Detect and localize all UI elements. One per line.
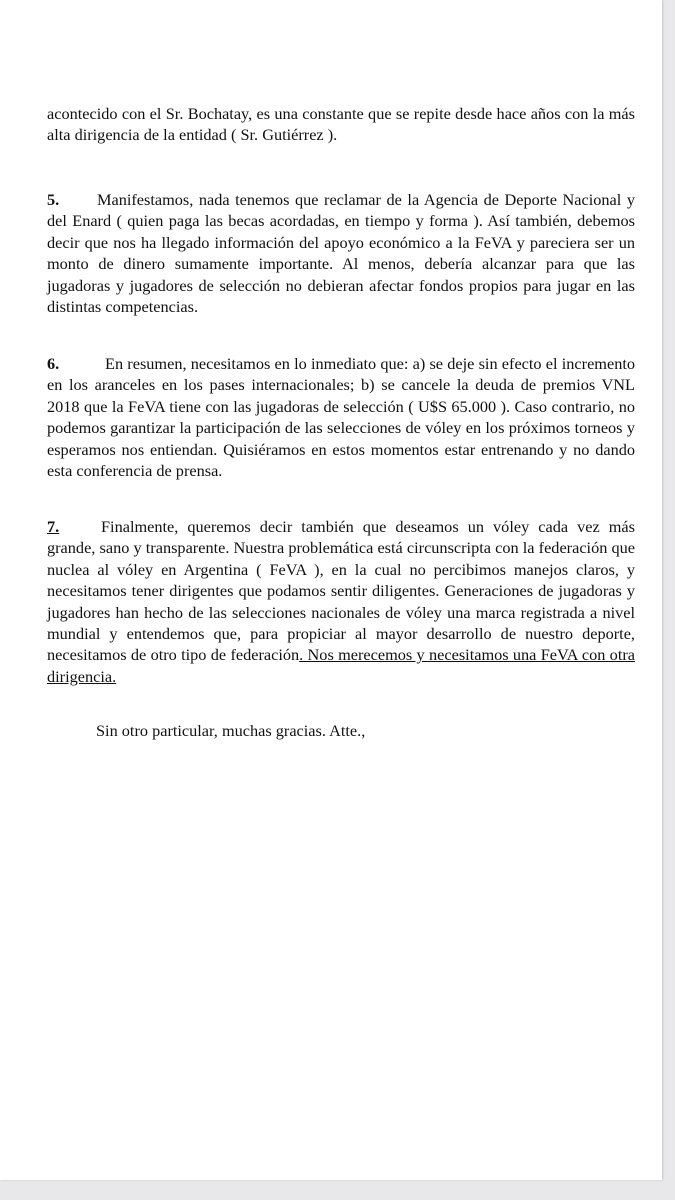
continuation-paragraph <box>47 103 635 146</box>
paragraph-text: Manifestamos, nada tenemos que reclamar de la Agencia de Deporte Nacional y del Enard ( quien paga las becas acordadas, en tiempo y forma ). Así también, debemos decir que nos ha llegado información del apoyo económico a la FeVA y pareciera ser un monto de dinero sumamente importante. Al menos, debería alcanzar para que las jugadoras y jugadores de selección no debieran afectar fondos propios para jugar en las distintas competencias. <box>47 190 635 317</box>
underlined-demand: . Nos merecemos y necesitamos una FeVA con otra dirigencia. <box>47 645 635 686</box>
paragraph-number: 7. <box>47 517 60 536</box>
paragraph-number: 6. <box>47 354 60 373</box>
paragraph-number: 5. <box>47 190 60 209</box>
paragraph-text: En resumen, necesitamos en lo inmediato que: a) se deje sin efecto el incremento en los aranceles en los pases internacionales; b) se cancele la deuda de premios VNL 2018 que la FeVA tiene con las jugadoras de selección ( U$S 65.000 ). Caso contrario, no podemos garantizar la participación de las selecciones de vóley en los próximos torneos y esperamos nos entiendan. Quisiéramos en estos momentos estar entrenando y no dando esta conferencia de prensa. <box>47 354 635 481</box>
closing-text: Sin otro particular, muchas gracias. Atte., <box>96 721 366 740</box>
continuation-text: acontecido con el Sr. Bochatay, es una constante que se repite desde hace años con la más alta dirigencia de la entidad ( Sr. Gutiérrez ). <box>47 104 635 145</box>
paragraph-6 <box>47 353 635 481</box>
closing-line <box>96 720 365 741</box>
paragraph-7 <box>47 516 635 687</box>
paragraph-5 <box>47 189 635 317</box>
paragraph-text: Finalmente, queremos decir también que deseamos un vóley cada vez más grande, sano y transparente. Nuestra problemática está circunscripta con la federación que nuclea al vóley en Argentina ( FeVA ), en la cual no percibimos manejos claros, y necesitamos tener dirigentes que podamos sentir diligentes. Generaciones de jugadoras y jugadores han hecho de las selecciones nacionales de vóley una marca registrada a nivel mundial y entendemos que, para propiciar al mayor desarrollo de nuestro deporte, necesitamos de otro tipo de federación <box>47 517 635 665</box>
